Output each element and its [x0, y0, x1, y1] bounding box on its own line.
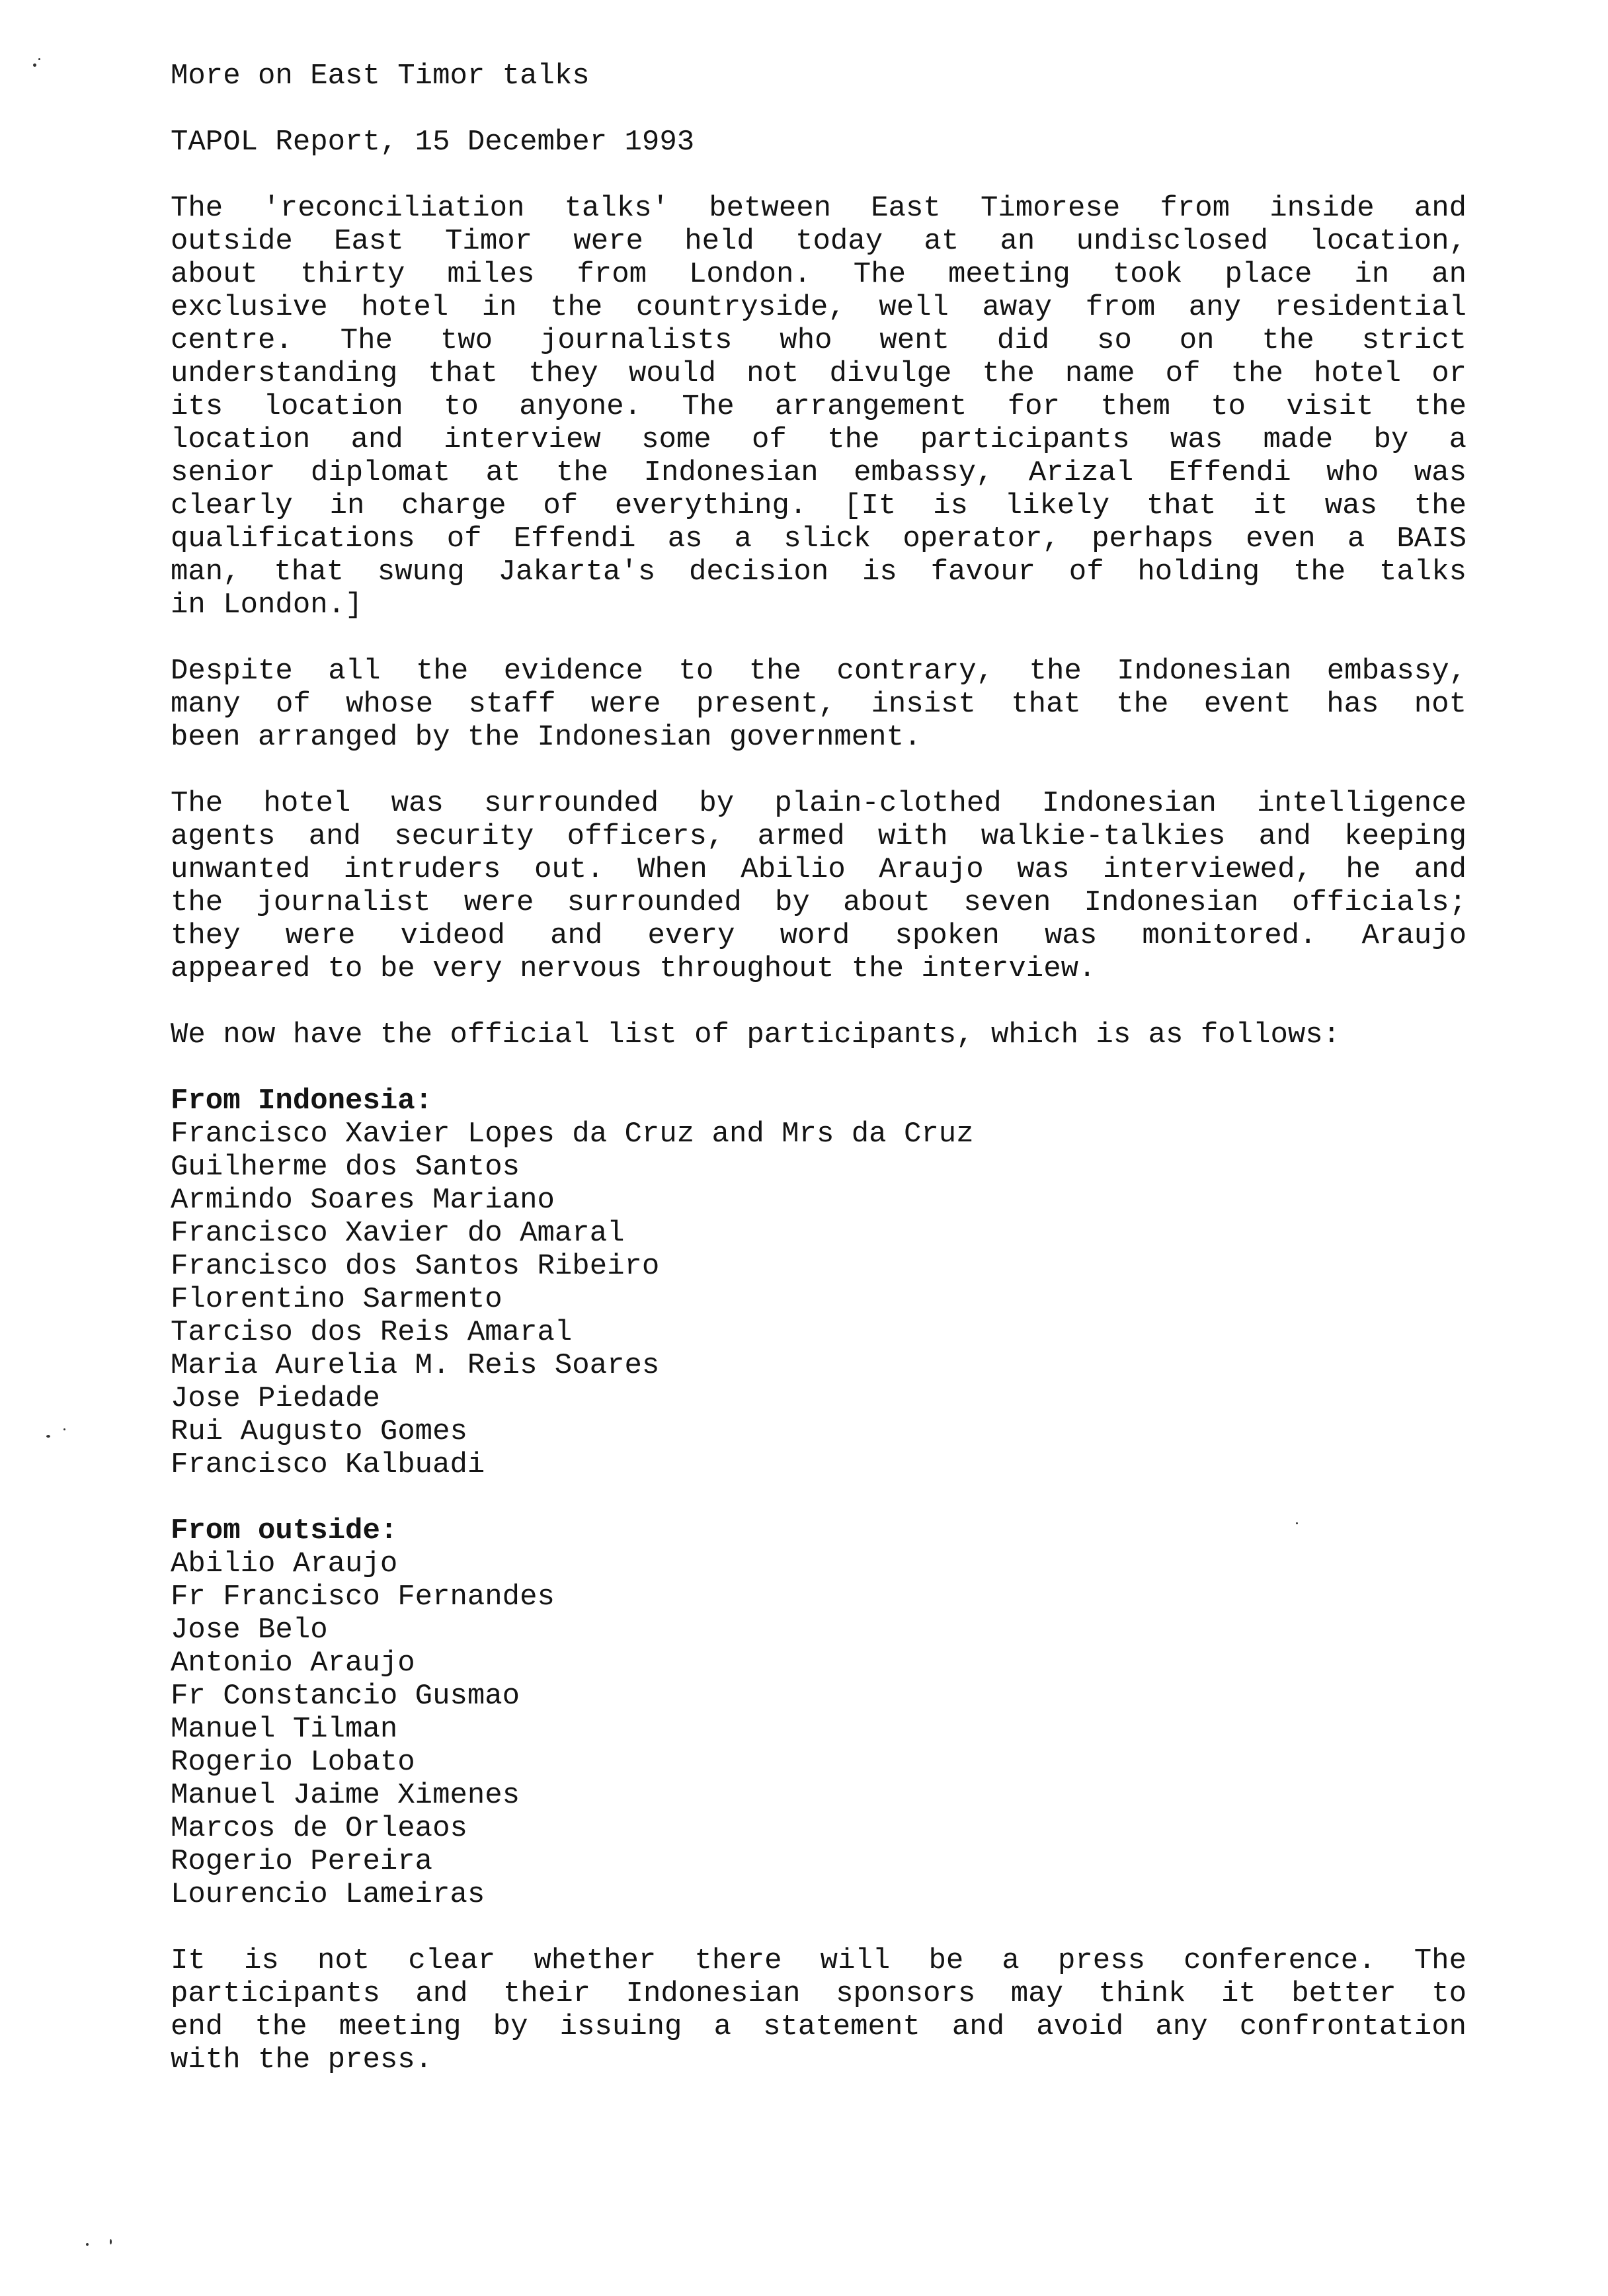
list-item: Maria Aurelia M. Reis Soares	[171, 1349, 660, 1382]
list-item: Lourencio Lameiras	[171, 1878, 485, 1911]
list-item: Florentino Sarmento	[171, 1283, 502, 1316]
text-line: many of whose staff were present, insist that the event has not	[171, 688, 1467, 721]
list-item: Francisco Kalbuadi	[171, 1448, 485, 1481]
list-item: Jose Piedade	[171, 1382, 380, 1415]
text-line: centre. The two journalists who went did so on the strict	[171, 324, 1467, 357]
paragraph-3	[171, 787, 1467, 985]
text-line: clearly in charge of everything. [It is likely that it was the	[171, 489, 1467, 522]
list-item: Guilherme dos Santos	[171, 1151, 520, 1184]
list-item: Armindo Soares Mariano	[171, 1184, 555, 1217]
text-line: We now have the official list of participants, which is as follows:	[171, 1018, 1341, 1051]
text-line: It is not clear whether there will be a press conference. The	[171, 1944, 1467, 1977]
scan-speck	[33, 63, 36, 67]
text-line: qualifications of Effendi as a slick operator, perhaps even a BAIS	[171, 522, 1467, 555]
list-item: Rogerio Lobato	[171, 1746, 415, 1779]
paragraph-2	[171, 655, 1467, 754]
list-item: Abilio Araujo	[171, 1547, 398, 1580]
text-line: The 'reconciliation talks' between East Timorese from inside and	[171, 192, 1467, 225]
participant-list-outside	[171, 1514, 1467, 1911]
list-item: Francisco Xavier Lopes da Cruz and Mrs da Cruz	[171, 1118, 974, 1151]
closing-paragraph	[171, 1944, 1467, 2076]
text-line: end the meeting by issuing a statement and avoid any confrontation	[171, 2010, 1467, 2043]
list-item: Fr Francisco Fernandes	[171, 1580, 555, 1614]
text-line: agents and security officers, armed with walkie-talkies and keeping	[171, 820, 1467, 853]
text-line: with the press.	[171, 2043, 433, 2076]
list-item: Francisco dos Santos Ribeiro	[171, 1250, 660, 1283]
list-item: Rui Augusto Gomes	[171, 1415, 467, 1448]
list-item: Marcos de Orleaos	[171, 1812, 467, 1845]
list-item: Fr Constancio Gusmao	[171, 1680, 520, 1713]
list-heading: From outside:	[171, 1514, 398, 1547]
list-heading: From Indonesia:	[171, 1085, 433, 1118]
source-line: TAPOL Report, 15 December 1993	[171, 126, 695, 159]
scan-speck	[46, 1435, 50, 1438]
list-item: Rogerio Pereira	[171, 1845, 433, 1878]
text-line: exclusive hotel in the countryside, well away from any residential	[171, 291, 1467, 324]
text-line: outside East Timor were held today at an undisclosed location,	[171, 225, 1467, 258]
scan-speck	[63, 1428, 65, 1430]
text-line: been arranged by the Indonesian government.	[171, 721, 922, 754]
list-item: Antonio Araujo	[171, 1647, 415, 1680]
paragraph-1	[171, 192, 1467, 622]
text-line: its location to anyone. The arrangement for them to visit the	[171, 390, 1467, 423]
list-item: Tarciso dos Reis Amaral	[171, 1316, 573, 1349]
text-line: Despite all the evidence to the contrary, the Indonesian embassy,	[171, 655, 1467, 688]
list-item: Jose Belo	[171, 1614, 328, 1647]
text-line: in London.]	[171, 589, 363, 622]
document-page	[171, 60, 1467, 2110]
text-line: senior diplomat at the Indonesian embassy, Arizal Effendi who was	[171, 456, 1467, 489]
participant-list-indonesia	[171, 1085, 1467, 1481]
text-line: appeared to be very nervous throughout the interview.	[171, 952, 1096, 985]
document-title: More on East Timor talks	[171, 60, 590, 93]
text-line: about thirty miles from London. The meeting took place in an	[171, 258, 1467, 291]
scan-speck	[86, 2243, 89, 2246]
list-item: Manuel Tilman	[171, 1713, 398, 1746]
text-line: understanding that they would not divulge the name of the hotel or	[171, 357, 1467, 390]
text-line: they were videod and every word spoken was monitored. Araujo	[171, 919, 1467, 952]
paragraph-4	[171, 1018, 1467, 1051]
scan-speck	[38, 58, 40, 60]
text-line: The hotel was surrounded by plain-clothed Indonesian intelligence	[171, 787, 1467, 820]
text-line: unwanted intruders out. When Abilio Araujo was interviewed, he and	[171, 853, 1467, 886]
scan-speck	[110, 2239, 112, 2244]
text-line: location and interview some of the participants was made by a	[171, 423, 1467, 456]
text-line: man, that swung Jakarta's decision is favour of holding the talks	[171, 555, 1467, 589]
list-item: Manuel Jaime Ximenes	[171, 1779, 520, 1812]
text-line: participants and their Indonesian sponsors may think it better to	[171, 1977, 1467, 2010]
text-line: the journalist were surrounded by about seven Indonesian officials;	[171, 886, 1467, 919]
list-item: Francisco Xavier do Amaral	[171, 1217, 625, 1250]
